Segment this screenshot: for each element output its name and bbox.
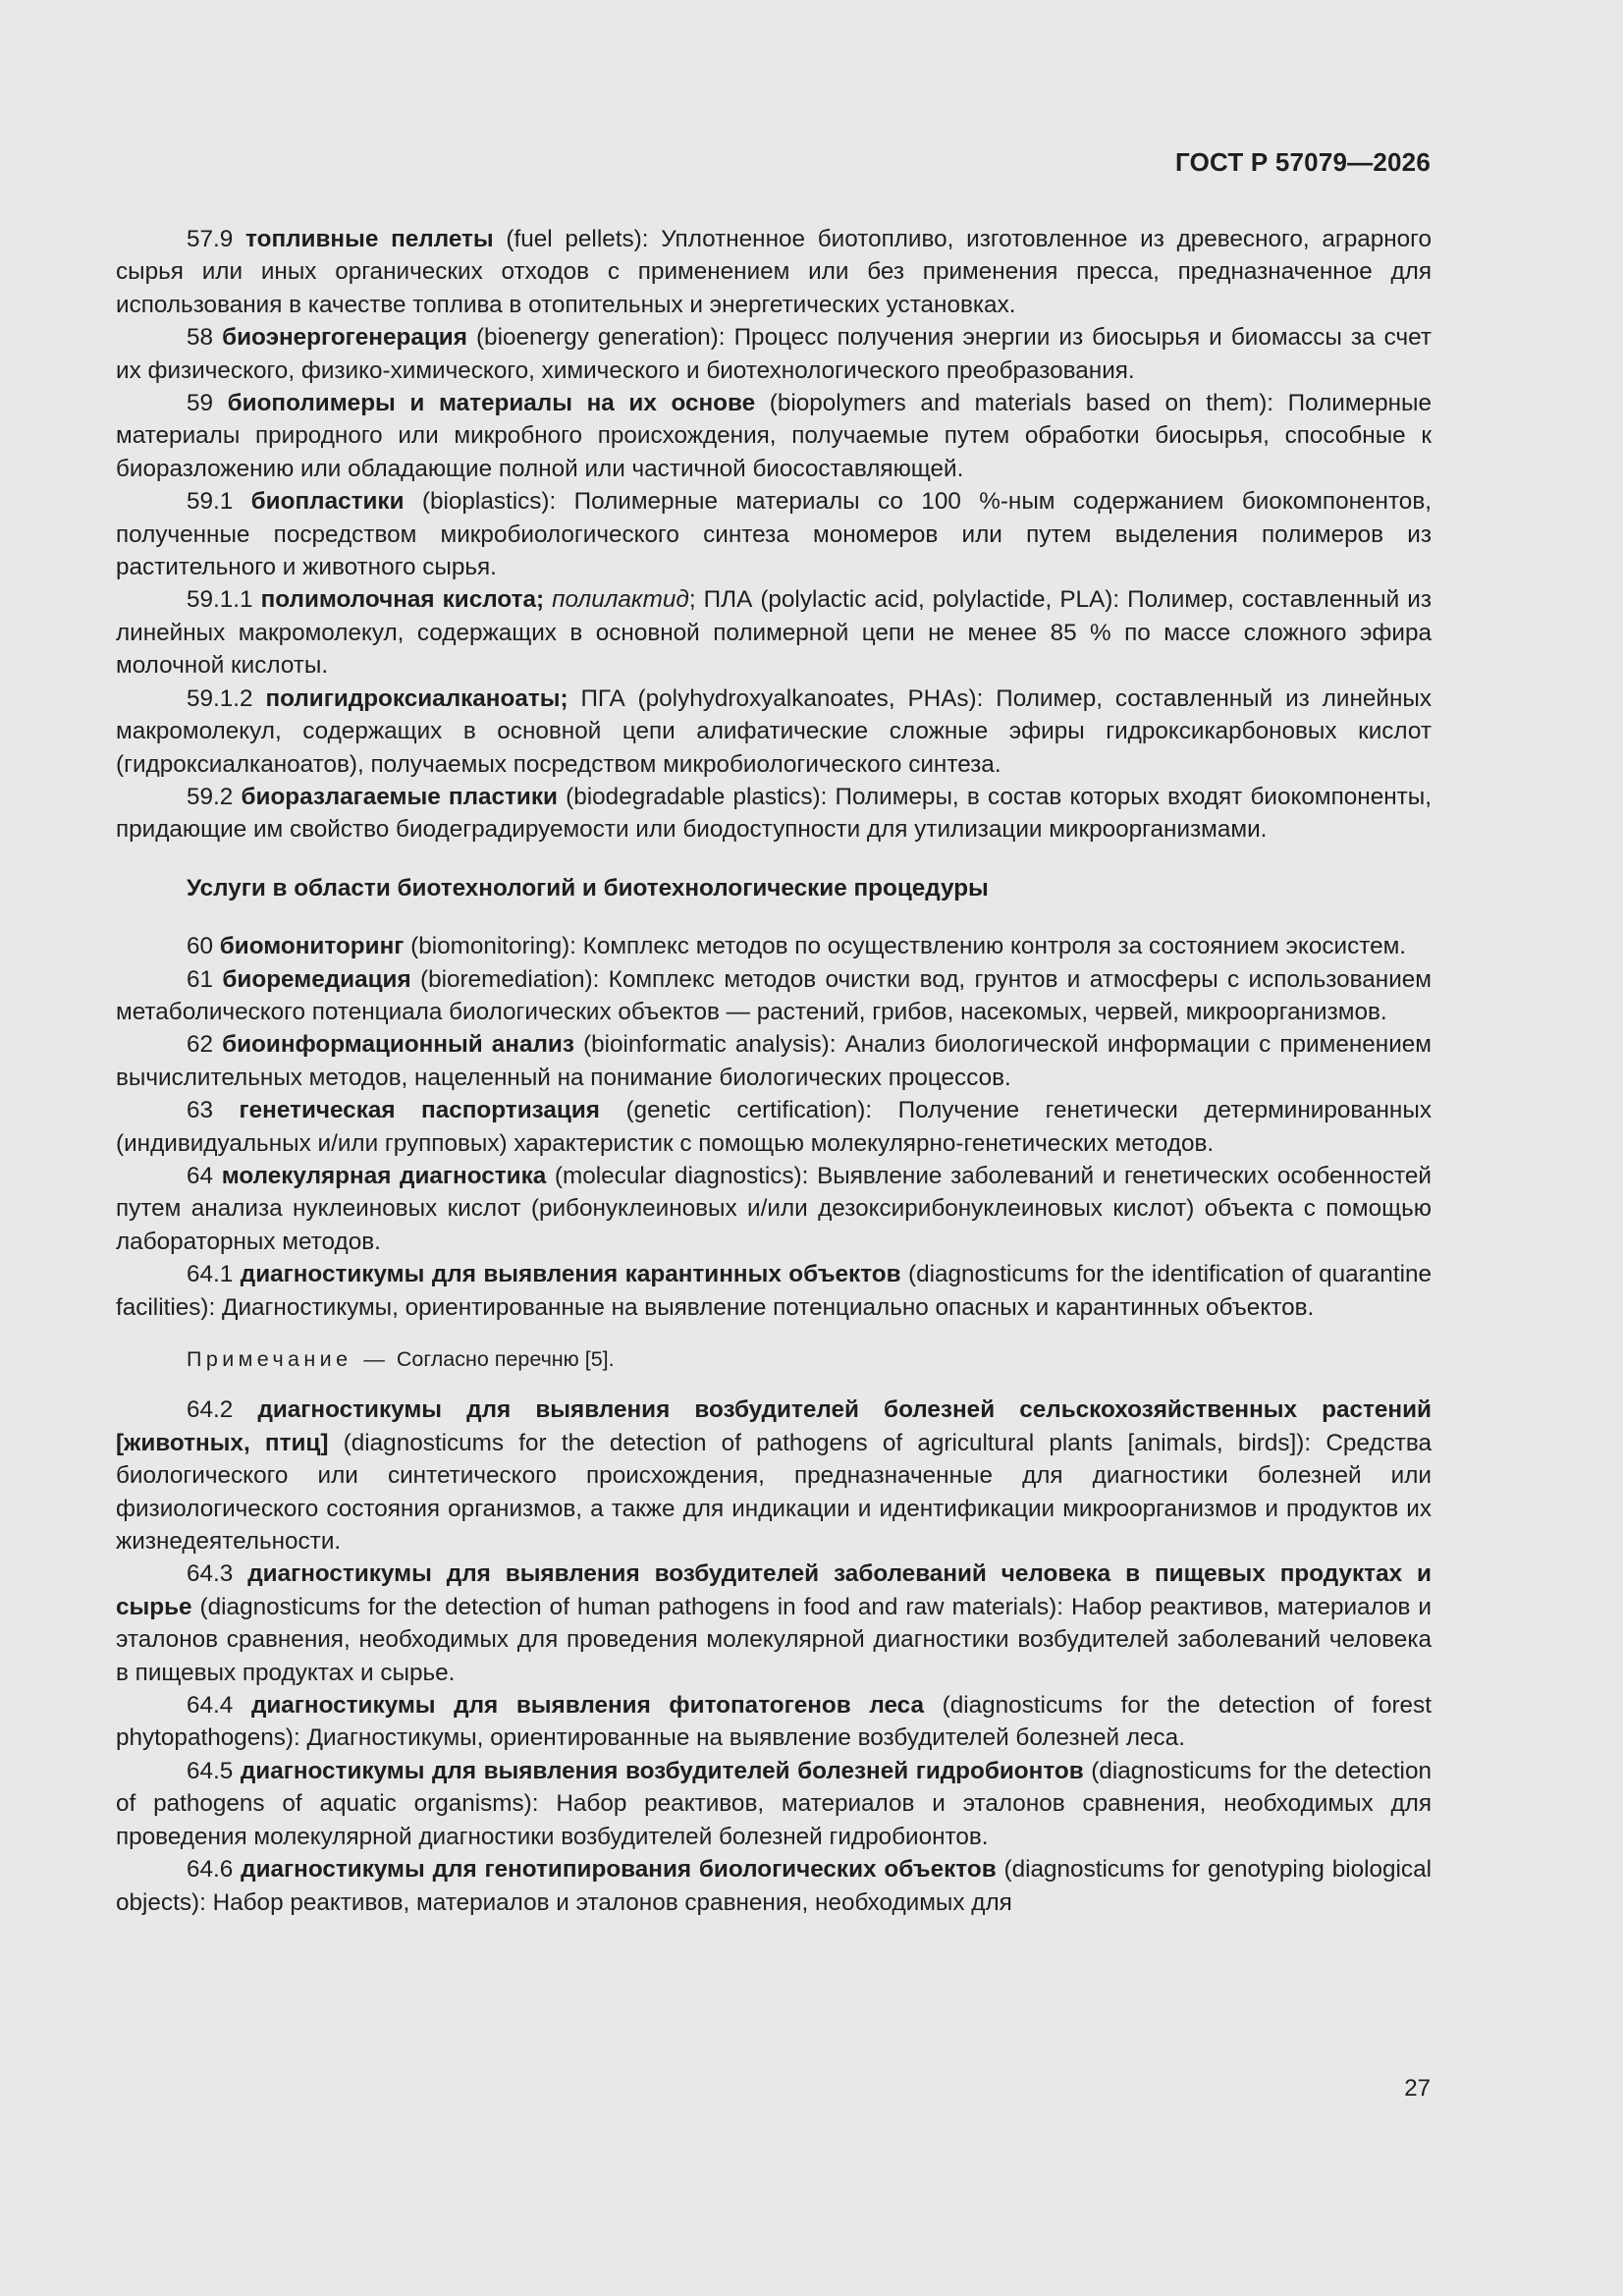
entry-definition: (diagnosticums for the detection of forest phytopathogens): Диагностикумы, ориентированные на выявление возбудителей болезней леса.: [116, 1692, 1432, 1752]
entry-term: полимолочная кислота;: [260, 586, 545, 614]
entry-64-4: [116, 1689, 1432, 1755]
note-dash: —: [363, 1347, 385, 1371]
entry-definition: (diagnosticums for the detection of pathogens of aquatic organisms): Набор реактивов, материалов и эталонов сравнения, необходимых для проведения молекулярной диагностики возбудителей болезней гидробионтов.: [116, 1757, 1432, 1850]
entry-number: 64.1: [187, 1261, 234, 1288]
document-body: [116, 223, 1432, 1919]
entry-term: биоинформационный анализ: [222, 1031, 574, 1059]
entry-number: 64.4: [187, 1692, 234, 1720]
entry-number: 59.1.1: [187, 586, 253, 614]
entry-term: биополимеры и материалы на их основе: [227, 390, 756, 417]
entry-64-2: [116, 1394, 1432, 1558]
entry-term: молекулярная диагностика: [221, 1162, 547, 1189]
entry-number: 59.2: [187, 783, 234, 810]
entry-60: [116, 930, 1432, 962]
entry-59-2: [116, 781, 1432, 847]
entry-definition: (diagnosticums for the detection of human pathogens in food and raw materials): Набор реактивов, материалов и эталонов сравнения, необходимых для проведения молекулярной диагностики возбудителей заболеваний человека в пищевых продуктах и сырье.: [116, 1593, 1432, 1686]
entry-63: [116, 1094, 1432, 1160]
entry-59-1: [116, 485, 1432, 583]
entry-term: биомониторинг: [219, 933, 405, 960]
entry-59-1-2: [116, 683, 1432, 781]
entry-term: диагностикумы для выявления возбудителей болезней сельскохозяйственных растений [животных, птиц]: [116, 1396, 1432, 1456]
entry-term: биопластики: [250, 488, 405, 516]
entry-57-9: [116, 223, 1432, 321]
entry-number: 62: [187, 1031, 214, 1059]
entry-definition: (diagnosticums for the identification of quarantine facilities): Диагностикумы, ориентированные на выявление потенциально опасных и карантинных объектов.: [116, 1261, 1432, 1321]
document-header: ГОСТ Р 57079—2026: [1175, 147, 1431, 177]
entry-number: 60: [187, 933, 214, 960]
entry-number: 64.5: [187, 1757, 234, 1784]
note-label: Примечание: [187, 1347, 352, 1371]
entry-term: диагностикумы для генотипирования биологических объектов: [241, 1856, 997, 1884]
entry-definition: (bioplastics): Полимерные материалы со 100 %-ным содержанием биокомпонентов, полученные посредством микробиологического синтеза мономеров или путем выделения полимеров из растительного и животного сырья.: [116, 488, 1432, 581]
entry-definition: (biodegradable plastics): Полимеры, в состав которых входят биокомпоненты, придающие им свойство биодеградируемости или биодоступности для утилизации микроорганизмами.: [116, 783, 1432, 844]
entry-term: диагностикумы для выявления возбудителей болезней гидробионтов: [240, 1757, 1084, 1784]
entry-definition: ПГА (polyhydroxyalkanoates, PHAs): Полимер, составленный из линейных макромолекул, содержащих в основной цепи алифатические сложные эфиры гидроксикарбоновых кислот (гидроксиалканоатов), получаемых посредством микробиологического синтеза.: [116, 684, 1432, 778]
entry-term: биоремедиация: [222, 965, 411, 993]
entry-number: 59: [187, 390, 214, 417]
entry-synonym: полилактид: [552, 586, 689, 614]
entry-number: 58: [187, 324, 214, 352]
entry-definition: (biopolymers and materials based on them): Полимерные материалы природного или микробного происхождения, получаемые путем обработки биосырья, способные к биоразложению или обладающие полной или частичной биосоставляющей.: [116, 390, 1432, 482]
entry-definition: (diagnosticums for the detection of pathogens of agricultural plants [animals, birds]): Средства биологического или синтетического происхождения, предназначенные для диагностики болезней или физиологического состояния организмов, а также для индикации и идентификации микроорганизмов и продуктов их жизнедеятельности.: [116, 1429, 1433, 1556]
entry-term: полигидроксиалканоаты;: [265, 684, 568, 712]
entry-64-5: [116, 1755, 1432, 1853]
entry-61: [116, 963, 1432, 1029]
entry-64-1: [116, 1258, 1432, 1324]
entry-term: топливные пеллеты: [245, 226, 494, 252]
entry-term: биоразлагаемые пластики: [241, 783, 558, 810]
entry-definition: (molecular diagnostics): Выявление заболеваний и генетических особенностей путем анализа нуклеиновых кислот (рибонуклеиновых и/или дезоксирибонуклеиновых кислот) объекта с помощью лабораторных методов.: [116, 1162, 1432, 1255]
entry-59-1-1: [116, 583, 1432, 682]
entry-definition: (biomonitoring): Комплекс методов по осуществлению контроля за состоянием экосистем.: [404, 933, 1407, 960]
entry-term: диагностикумы для выявления карантинных объектов: [240, 1261, 901, 1288]
entry-number: 57.9: [187, 226, 234, 252]
entry-term: генетическая паспортизация: [239, 1097, 600, 1124]
entry-definition: (bioremediation): Комплекс методов очистки вод, грунтов и атмосферы с использованием метаболического потенциала биологических объектов — растений, грибов, насекомых, червей, микроорганизмов.: [116, 965, 1432, 1025]
entry-58: [116, 321, 1432, 387]
section-heading: Услуги в области биотехнологий и биотехнологические процедуры: [187, 874, 989, 902]
entry-term: диагностикумы для выявления возбудителей заболеваний человека в пищевых продуктах и сырье: [116, 1560, 1432, 1620]
entry-definition: (bioinformatic analysis): Анализ биологической информации с применением вычислительных методов, нацеленный на понимание биологических процессов.: [116, 1031, 1432, 1091]
entry-59: [116, 387, 1432, 485]
note-text: Согласно перечню [5].: [396, 1347, 615, 1371]
entry-64-3: [116, 1558, 1432, 1689]
entry-62: [116, 1028, 1432, 1094]
entry-number: 64.6: [187, 1856, 234, 1884]
entry-number: 64.2: [187, 1396, 234, 1424]
entry-64-6: [116, 1853, 1432, 1919]
entry-number: 64.3: [187, 1560, 234, 1588]
entry-number: 59.1: [187, 488, 234, 516]
entry-term: диагностикумы для выявления фитопатогенов леса: [250, 1692, 924, 1720]
entry-definition: ; ПЛА (polylactic acid, polylactide, PLA): Полимер, составленный из линейных макромолекул, содержащих в основной полимерной цепи не менее 85 % по массе сложного эфира молочной кислоты.: [116, 586, 1432, 680]
note: [116, 1343, 1432, 1376]
page-number: 27: [1404, 2075, 1431, 2102]
entry-definition: (bioenergy generation): Процесс получения энергии из биосырья и биомассы за счет их физического, физико-химического, химического и биотехнологического преобразования.: [116, 324, 1432, 384]
entry-number: 59.1.2: [187, 684, 253, 712]
entry-term: биоэнергогенерация: [222, 324, 467, 352]
entry-definition: (genetic certification): Получение генетически детерминированных (индивидуальных и/или групповых) характеристик с помощью молекулярно-генетических методов.: [116, 1097, 1432, 1157]
entry-64: [116, 1160, 1432, 1258]
entry-number: 61: [187, 965, 214, 993]
entry-definition: (diagnosticums for genotyping biological objects): Набор реактивов, материалов и эталонов сравнения, необходимых для: [116, 1856, 1432, 1916]
entry-definition: (fuel pellets): Уплотненное биотопливо, изготовленное из древесного, аграрного сырья или иных органических отходов с применением или без применения пресса, предназначенное для использования в качестве топлива в отопительных и энергетических установках.: [116, 226, 1433, 318]
entry-number: 64: [187, 1162, 214, 1189]
entry-number: 63: [187, 1097, 214, 1124]
